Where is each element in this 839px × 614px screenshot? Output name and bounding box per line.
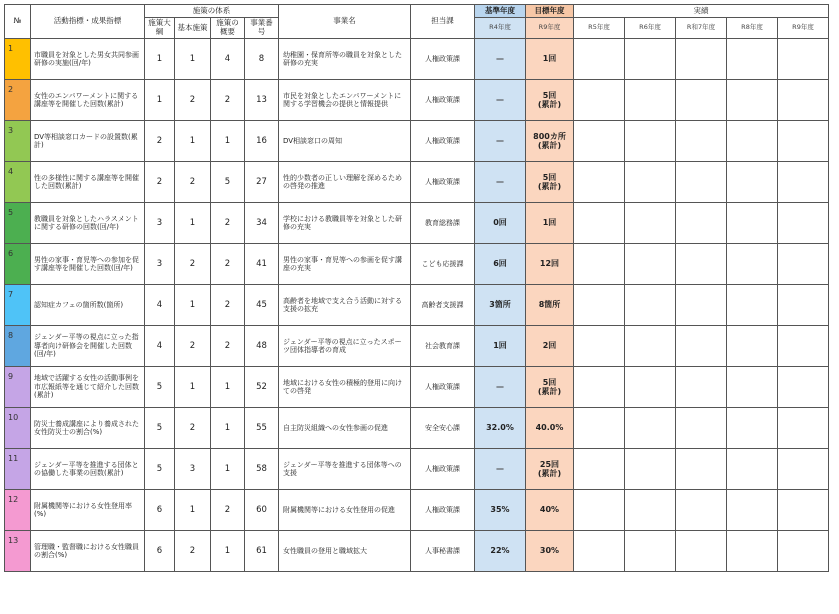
base-value: 35%	[475, 490, 526, 531]
actual-r7-cell	[676, 121, 727, 162]
row-number: 13	[5, 531, 31, 572]
row-number: 4	[5, 162, 31, 203]
kihon-value: 2	[175, 80, 211, 121]
actual-r9-cell	[778, 531, 829, 572]
department-name: 人権政策課	[411, 121, 475, 162]
table-row	[5, 162, 829, 203]
jigyo-number: 41	[245, 244, 279, 285]
department-name: 人権政策課	[411, 39, 475, 80]
indicator-name: DV等相談窓口カードの設置数(累計)	[31, 121, 145, 162]
table-row	[5, 121, 829, 162]
jigyo-number: 45	[245, 285, 279, 326]
department-name: 人権政策課	[411, 80, 475, 121]
actual-r7-cell	[676, 80, 727, 121]
row-number: 12	[5, 490, 31, 531]
actual-r6-cell	[625, 367, 676, 408]
header-jigyo: 事業番号	[245, 18, 279, 39]
jigyo-number: 13	[245, 80, 279, 121]
actual-r9-cell	[778, 80, 829, 121]
target-value: 40.0%	[526, 408, 574, 449]
actual-r8-cell	[727, 162, 778, 203]
jigyo-number: 27	[245, 162, 279, 203]
row-number: 8	[5, 326, 31, 367]
kihon-value: 1	[175, 367, 211, 408]
taiko-value: 3	[145, 203, 175, 244]
taiko-value: 6	[145, 490, 175, 531]
header-project: 事業名	[279, 5, 411, 39]
kihon-value: 1	[175, 490, 211, 531]
gaiyo-value: 1	[211, 367, 245, 408]
target-value: 12回	[526, 244, 574, 285]
target-value: 1回	[526, 39, 574, 80]
actual-r6-cell	[625, 408, 676, 449]
actual-r9-cell	[778, 449, 829, 490]
actual-r7-cell	[676, 203, 727, 244]
target-value: 1回	[526, 203, 574, 244]
actual-r9-cell	[778, 39, 829, 80]
taiko-value: 2	[145, 121, 175, 162]
header-kihon: 基本施策	[175, 18, 211, 39]
taiko-value: 4	[145, 285, 175, 326]
header-target-year-value: R9年度	[526, 18, 574, 39]
indicator-name: 附属機関等における女性登用率(%)	[31, 490, 145, 531]
taiko-value: 2	[145, 162, 175, 203]
department-name: 人権政策課	[411, 490, 475, 531]
row-number: 6	[5, 244, 31, 285]
actual-r7-cell	[676, 449, 727, 490]
gaiyo-value: 2	[211, 326, 245, 367]
actual-r5-cell	[574, 490, 625, 531]
kihon-value: 1	[175, 285, 211, 326]
actual-r6-cell	[625, 39, 676, 80]
actual-r7-cell	[676, 367, 727, 408]
base-value: —	[475, 162, 526, 203]
project-name: ジェンダー平等を推進する団体等への支援	[279, 449, 411, 490]
target-value: 5回 (累計)	[526, 162, 574, 203]
table-row	[5, 449, 829, 490]
jigyo-number: 55	[245, 408, 279, 449]
header-department: 担当課	[411, 5, 475, 39]
kihon-value: 1	[175, 121, 211, 162]
project-name: 幼稚園・保育所等の職員を対象とした研修の充実	[279, 39, 411, 80]
indicator-name: 市職員を対象とした男女共同参画研修の実施(回/年)	[31, 39, 145, 80]
gaiyo-value: 2	[211, 203, 245, 244]
gaiyo-value: 2	[211, 490, 245, 531]
department-name: こども応援課	[411, 244, 475, 285]
actual-r6-cell	[625, 326, 676, 367]
actual-r8-cell	[727, 531, 778, 572]
base-value: 1回	[475, 326, 526, 367]
indicator-table	[4, 4, 829, 572]
project-name: 女性職員の登用と職域拡大	[279, 531, 411, 572]
actual-r6-cell	[625, 285, 676, 326]
kihon-value: 2	[175, 408, 211, 449]
project-name: DV相談窓口の周知	[279, 121, 411, 162]
actual-r7-cell	[676, 408, 727, 449]
project-name: 男性の家事・育児等への参画を促す講座の充実	[279, 244, 411, 285]
actual-r7-cell	[676, 244, 727, 285]
header-taiko: 施策大綱	[145, 18, 175, 39]
actual-r8-cell	[727, 490, 778, 531]
row-number: 3	[5, 121, 31, 162]
header-actual-r9: R9年度	[778, 18, 829, 39]
actual-r9-cell	[778, 490, 829, 531]
indicator-name: ジェンダー平等を推進する団体との協働した事業の回数(累計)	[31, 449, 145, 490]
actual-r8-cell	[727, 244, 778, 285]
kihon-value: 2	[175, 326, 211, 367]
gaiyo-value: 2	[211, 80, 245, 121]
jigyo-number: 16	[245, 121, 279, 162]
header-indicator: 活動指標・成果指標	[31, 5, 145, 39]
actual-r7-cell	[676, 162, 727, 203]
table-row	[5, 490, 829, 531]
indicator-name: 女性のエンパワーメントに関する講座等を開催した回数(累計)	[31, 80, 145, 121]
header-target-year: 目標年度	[526, 5, 574, 18]
kihon-value: 2	[175, 244, 211, 285]
actual-r8-cell	[727, 408, 778, 449]
taiko-value: 5	[145, 367, 175, 408]
kihon-value: 2	[175, 531, 211, 572]
actual-r6-cell	[625, 121, 676, 162]
actual-r9-cell	[778, 408, 829, 449]
taiko-value: 1	[145, 80, 175, 121]
row-number: 7	[5, 285, 31, 326]
project-name: 附属機関等における女性登用の促進	[279, 490, 411, 531]
target-value: 40%	[526, 490, 574, 531]
actual-r8-cell	[727, 80, 778, 121]
actual-r9-cell	[778, 367, 829, 408]
department-name: 安全安心課	[411, 408, 475, 449]
base-value: —	[475, 80, 526, 121]
kihon-value: 2	[175, 162, 211, 203]
actual-r6-cell	[625, 449, 676, 490]
actual-r6-cell	[625, 80, 676, 121]
table-row	[5, 367, 829, 408]
actual-r6-cell	[625, 490, 676, 531]
actual-r8-cell	[727, 39, 778, 80]
jigyo-number: 8	[245, 39, 279, 80]
header-system: 施策の体系	[145, 5, 279, 18]
header-actual: 実績	[574, 5, 829, 18]
actual-r5-cell	[574, 244, 625, 285]
table-row	[5, 39, 829, 80]
actual-r5-cell	[574, 80, 625, 121]
department-name: 社会教育課	[411, 326, 475, 367]
actual-r5-cell	[574, 39, 625, 80]
actual-r9-cell	[778, 285, 829, 326]
row-number: 2	[5, 80, 31, 121]
base-value: 22%	[475, 531, 526, 572]
department-name: 高齢者支援課	[411, 285, 475, 326]
jigyo-number: 34	[245, 203, 279, 244]
department-name: 人権政策課	[411, 162, 475, 203]
target-value: 800カ所 (累計)	[526, 121, 574, 162]
actual-r5-cell	[574, 449, 625, 490]
base-value: —	[475, 367, 526, 408]
table-row	[5, 203, 829, 244]
gaiyo-value: 1	[211, 408, 245, 449]
actual-r9-cell	[778, 121, 829, 162]
actual-r5-cell	[574, 162, 625, 203]
actual-r8-cell	[727, 326, 778, 367]
actual-r5-cell	[574, 367, 625, 408]
actual-r5-cell	[574, 203, 625, 244]
table-row	[5, 326, 829, 367]
header-actual-r7: R和7年度	[676, 18, 727, 39]
actual-r6-cell	[625, 531, 676, 572]
project-name: 自主防災組織への女性参画の促進	[279, 408, 411, 449]
base-value: —	[475, 121, 526, 162]
table-row	[5, 531, 829, 572]
department-name: 教育総務課	[411, 203, 475, 244]
target-value: 2回	[526, 326, 574, 367]
gaiyo-value: 1	[211, 531, 245, 572]
header-row-top	[5, 5, 829, 18]
target-value: 5回 (累計)	[526, 367, 574, 408]
header-base-year: 基準年度	[475, 5, 526, 18]
header-base-year-value: R4年度	[475, 18, 526, 39]
actual-r9-cell	[778, 244, 829, 285]
actual-r7-cell	[676, 39, 727, 80]
actual-r6-cell	[625, 203, 676, 244]
row-number: 1	[5, 39, 31, 80]
actual-r6-cell	[625, 162, 676, 203]
table-row	[5, 244, 829, 285]
target-value: 30%	[526, 531, 574, 572]
actual-r7-cell	[676, 490, 727, 531]
indicator-name: 防災士養成講座により養成された女性防災士の割合(%)	[31, 408, 145, 449]
base-value: —	[475, 449, 526, 490]
indicator-name: 認知症カフェの箇所数(箇所)	[31, 285, 145, 326]
taiko-value: 1	[145, 39, 175, 80]
actual-r5-cell	[574, 531, 625, 572]
base-value: 32.0%	[475, 408, 526, 449]
project-name: 高齢者を地域で支え合う活動に対する支援の拡充	[279, 285, 411, 326]
jigyo-number: 61	[245, 531, 279, 572]
gaiyo-value: 1	[211, 449, 245, 490]
actual-r8-cell	[727, 203, 778, 244]
department-name: 人権政策課	[411, 367, 475, 408]
base-value: 3箇所	[475, 285, 526, 326]
project-name: 学校における教職員等を対象とした研修の充実	[279, 203, 411, 244]
actual-r5-cell	[574, 326, 625, 367]
kihon-value: 3	[175, 449, 211, 490]
actual-r9-cell	[778, 203, 829, 244]
actual-r9-cell	[778, 162, 829, 203]
department-name: 人事秘書課	[411, 531, 475, 572]
indicator-name: 男性の家事・育児等への参加を促す講座等を開催した回数(回/年)	[31, 244, 145, 285]
taiko-value: 5	[145, 449, 175, 490]
taiko-value: 6	[145, 531, 175, 572]
jigyo-number: 58	[245, 449, 279, 490]
row-number: 5	[5, 203, 31, 244]
gaiyo-value: 5	[211, 162, 245, 203]
base-value: 0回	[475, 203, 526, 244]
actual-r5-cell	[574, 121, 625, 162]
actual-r7-cell	[676, 531, 727, 572]
target-value: 5回 (累計)	[526, 80, 574, 121]
kihon-value: 1	[175, 203, 211, 244]
table-row	[5, 80, 829, 121]
taiko-value: 4	[145, 326, 175, 367]
actual-r8-cell	[727, 121, 778, 162]
base-value: 6回	[475, 244, 526, 285]
indicator-name: 地域で活躍する女性の活動事例を市広報紙等を通じて紹介した回数(累計)	[31, 367, 145, 408]
project-name: 性的少数者の正しい理解を深めるための啓発の推進	[279, 162, 411, 203]
row-number: 10	[5, 408, 31, 449]
indicator-name: ジェンダー平等の視点に立った指導者向け研修会を開催した回数(回/年)	[31, 326, 145, 367]
project-name: 市民を対象としたエンパワーメントに関する学習機会の提供と情報提供	[279, 80, 411, 121]
base-value: —	[475, 39, 526, 80]
kihon-value: 1	[175, 39, 211, 80]
table-row	[5, 408, 829, 449]
gaiyo-value: 1	[211, 121, 245, 162]
indicator-name: 教職員を対象としたハラスメントに関する研修の回数(回/年)	[31, 203, 145, 244]
jigyo-number: 48	[245, 326, 279, 367]
indicator-name: 性の多様性に関する講座等を開催した回数(累計)	[31, 162, 145, 203]
header-no: №	[5, 5, 31, 39]
header-gaiyo: 施策の概要	[211, 18, 245, 39]
actual-r7-cell	[676, 285, 727, 326]
project-name: 地域における女性の積極的登用に向けての啓発	[279, 367, 411, 408]
actual-r7-cell	[676, 326, 727, 367]
gaiyo-value: 2	[211, 244, 245, 285]
gaiyo-value: 2	[211, 285, 245, 326]
project-name: ジェンダー平等の視点に立ったスポーツ団体指導者の育成	[279, 326, 411, 367]
indicator-name: 管理職・監督職における女性職員の割合(%)	[31, 531, 145, 572]
header-actual-r8: R8年度	[727, 18, 778, 39]
actual-r5-cell	[574, 285, 625, 326]
department-name: 人権政策課	[411, 449, 475, 490]
target-value: 25回 (累計)	[526, 449, 574, 490]
header-actual-r5: R5年度	[574, 18, 625, 39]
actual-r5-cell	[574, 408, 625, 449]
table-row	[5, 285, 829, 326]
actual-r8-cell	[727, 285, 778, 326]
jigyo-number: 60	[245, 490, 279, 531]
actual-r8-cell	[727, 367, 778, 408]
actual-r9-cell	[778, 326, 829, 367]
taiko-value: 3	[145, 244, 175, 285]
gaiyo-value: 4	[211, 39, 245, 80]
row-number: 11	[5, 449, 31, 490]
actual-r6-cell	[625, 244, 676, 285]
taiko-value: 5	[145, 408, 175, 449]
jigyo-number: 52	[245, 367, 279, 408]
target-value: 8箇所	[526, 285, 574, 326]
row-number: 9	[5, 367, 31, 408]
header-actual-r6: R6年度	[625, 18, 676, 39]
actual-r8-cell	[727, 449, 778, 490]
